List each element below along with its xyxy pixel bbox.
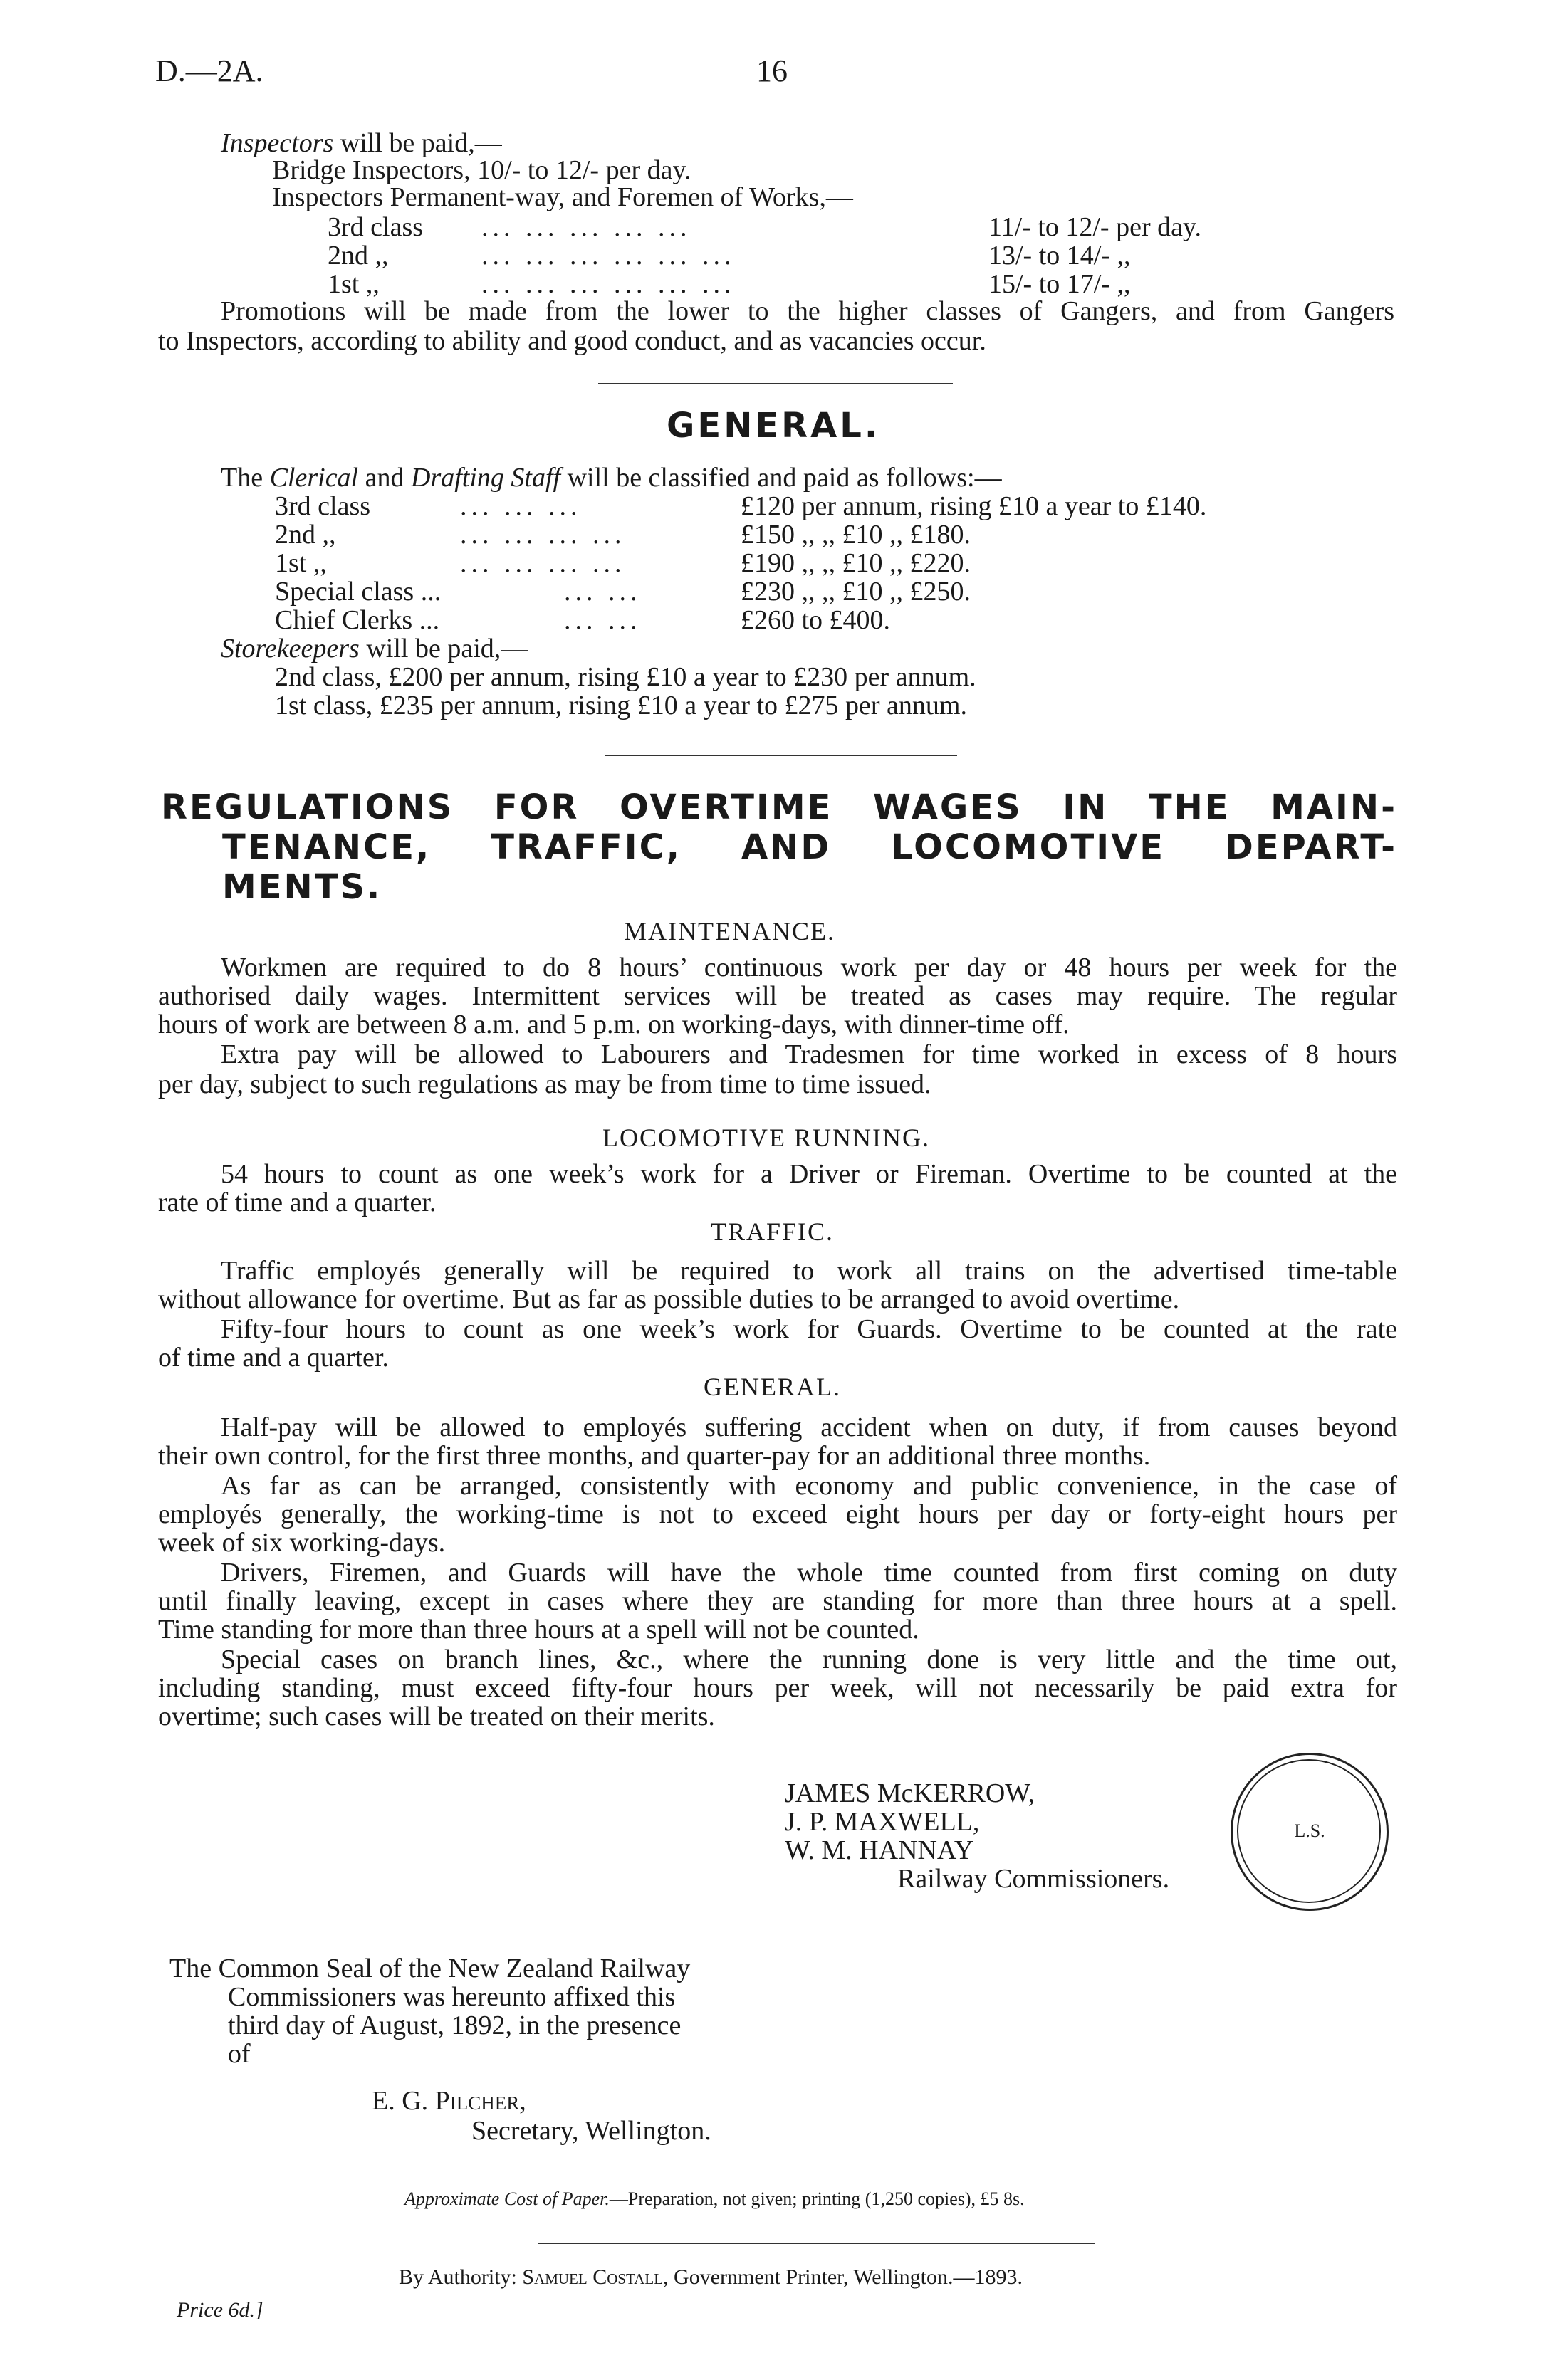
general-overtime-text: overtime; such cases will be treated on their merits. — [158, 1702, 715, 1731]
maintenance-text: per day, subject to such regulations as may be from time to time issued. — [158, 1069, 931, 1099]
staff-class: 1st ,, — [275, 548, 327, 578]
maintenance-heading: MAINTENANCE. — [624, 917, 835, 945]
leader-dots: ... ... ... ... — [460, 548, 626, 578]
general-heading: GENERAL. — [667, 406, 881, 446]
traffic-text: without allowance for overtime. But as far as possible duties to be arranged to avoid overtime. — [158, 1284, 1180, 1314]
regulations-heading: MENTS. — [222, 867, 382, 907]
storekeeper-pay: 1st class, £235 per annum, rising £10 a year to £275 per annum. — [275, 691, 967, 720]
general-overtime-text: employés generally, the working-time is not to exceed eight hours per day or forty-eight hours per — [158, 1499, 1397, 1529]
commissioner-name: J. P. MAXWELL, — [785, 1807, 980, 1837]
general-overtime-text: including standing, must exceed fifty-four hours per week, will not necessarily be paid extra for — [158, 1673, 1397, 1703]
cost-of-paper: Approximate Cost of Paper.—Preparation, not given; printing (1,250 copies), £5 8s. — [404, 2188, 1025, 2209]
inspector-class: 3rd class — [328, 212, 424, 242]
leader-dots: ... ... — [564, 577, 642, 607]
common-seal — [1231, 1753, 1389, 1911]
general-overtime-text: until finally leaving, except in cases where they are standing for more than three hours at a spell. — [158, 1586, 1397, 1616]
general-overtime-text: Time standing for more than three hours at a spell will not be counted. — [158, 1615, 919, 1645]
staff-class: Special class ... — [275, 577, 442, 607]
staff-pay: £260 to £400. — [741, 605, 891, 635]
permanent-way-inspectors: Inspectors Permanent-way, and Foremen of Works,— — [272, 182, 853, 212]
witness-name: E. G. Pilcher, — [372, 2086, 526, 2116]
staff-class: Chief Clerks ... — [275, 605, 440, 635]
leader-dots: ... ... ... ... ... — [481, 212, 691, 242]
staff-pay: £150 ,, ,, £10 ,, £180. — [741, 520, 971, 550]
inspector-class: 1st ,, — [328, 269, 380, 299]
divider — [605, 755, 957, 756]
leader-dots: ... ... ... ... ... ... — [481, 241, 736, 271]
leader-dots: ... ... ... ... ... ... — [481, 269, 736, 299]
leader-dots: ... ... — [564, 605, 642, 635]
traffic-heading: TRAFFIC. — [711, 1217, 835, 1246]
price: Price 6d.] — [177, 2298, 263, 2322]
divider — [538, 2243, 1095, 2244]
maintenance-text: Workmen are required to do 8 hours’ continuous work per day or 48 hours per week for the — [221, 953, 1397, 982]
seal-statement: third day of August, 1892, in the presence — [228, 2011, 682, 2040]
storekeeper-pay: 2nd class, £200 per annum, rising £10 a year to £230 per annum. — [275, 662, 976, 692]
inspector-pay: 15/- to 17/- ,, — [988, 269, 1131, 299]
seal-statement: Commissioners was hereunto affixed this — [228, 1982, 676, 2012]
general-overtime-text: Drivers, Firemen, and Guards will have the whole time counted from first coming on duty — [221, 1558, 1397, 1588]
traffic-text: Fifty-four hours to count as one week’s work for Guards. Overtime to be counted at the rate — [221, 1314, 1397, 1344]
locomotive-text: 54 hours to count as one week’s work for a Driver or Fireman. Overtime to be counted at the — [221, 1159, 1397, 1189]
witness-title: Secretary, Wellington. — [471, 2116, 711, 2146]
page-number: 16 — [756, 53, 788, 88]
bridge-inspectors: Bridge Inspectors, 10/- to 12/- per day. — [272, 155, 691, 185]
leader-dots: ... ... ... — [460, 491, 582, 521]
regulations-heading: TENANCE, TRAFFIC, AND LOCOMOTIVE DEPART- — [222, 827, 1397, 867]
maintenance-text: hours of work are between 8 a.m. and 5 p.m. on working-days, with dinner-time off. — [158, 1010, 1070, 1039]
inspector-class: 2nd ,, — [328, 241, 389, 271]
general-overtime-text: Half-pay will be allowed to employés suffering accident when on duty, if from causes beyond — [221, 1412, 1397, 1442]
general-overtime-text: As far as can be arranged, consistently with economy and public convenience, in the case of — [221, 1471, 1397, 1501]
general-overtime-text: Special cases on branch lines, &c., where the running done is very little and the time out, — [221, 1645, 1397, 1674]
staff-intro: The Clerical and Drafting Staff will be classified and paid as follows:— — [221, 463, 1002, 493]
leader-dots: ... ... ... ... — [460, 520, 626, 550]
general-overtime-text: week of six working-days. — [158, 1528, 446, 1558]
seal-statement: of — [228, 2039, 251, 2069]
promotions-text: to Inspectors, according to ability and good conduct, and as vacancies occur. — [158, 326, 986, 356]
commissioners-role: Railway Commissioners. — [897, 1864, 1170, 1894]
staff-class: 3rd class — [275, 491, 371, 521]
inspector-pay: 13/- to 14/- ,, — [988, 241, 1131, 271]
staff-pay: £120 per annum, rising £10 a year to £140. — [741, 491, 1207, 521]
staff-pay: £230 ,, ,, £10 ,, £250. — [741, 577, 971, 607]
locomotive-heading: LOCOMOTIVE RUNNING. — [602, 1123, 930, 1152]
locomotive-text: rate of time and a quarter. — [158, 1188, 437, 1217]
commissioner-name: W. M. HANNAY — [785, 1835, 974, 1865]
seal-label: L.S. — [1294, 1820, 1325, 1841]
maintenance-text: Extra pay will be allowed to Labourers and Tradesmen for time worked in excess of 8 hours — [221, 1039, 1397, 1069]
general-overtime-heading: GENERAL. — [704, 1373, 841, 1401]
staff-pay: £190 ,, ,, £10 ,, £220. — [741, 548, 971, 578]
seal-statement: The Common Seal of the New Zealand Railway — [169, 1954, 691, 1983]
printer-authority: By Authority: Samuel Costall, Government Printer, Wellington.—1893. — [399, 2265, 1023, 2289]
divider — [598, 383, 953, 384]
maintenance-text: authorised daily wages. Intermittent services will be treated as cases may require. The regular — [158, 981, 1397, 1011]
commissioner-name: JAMES McKERROW, — [785, 1778, 1035, 1808]
document-code: D.—2A. — [155, 53, 263, 88]
inspector-pay: 11/- to 12/- per day. — [988, 212, 1201, 242]
inspectors-intro: Inspectors will be paid,— — [221, 128, 502, 158]
regulations-heading: REGULATIONS FOR OVERTIME WAGES IN THE MAIN- — [161, 787, 1397, 827]
traffic-text: of time and a quarter. — [158, 1343, 389, 1373]
storekeepers-intro: Storekeepers will be paid,— — [221, 634, 528, 664]
promotions-text: Promotions will be made from the lower to the higher classes of Gangers, and from Gangers — [221, 296, 1394, 326]
staff-class: 2nd ,, — [275, 520, 336, 550]
general-overtime-text: their own control, for the first three months, and quarter-pay for an additional three months. — [158, 1441, 1151, 1471]
traffic-text: Traffic employés generally will be required to work all trains on the advertised time-table — [221, 1256, 1397, 1286]
